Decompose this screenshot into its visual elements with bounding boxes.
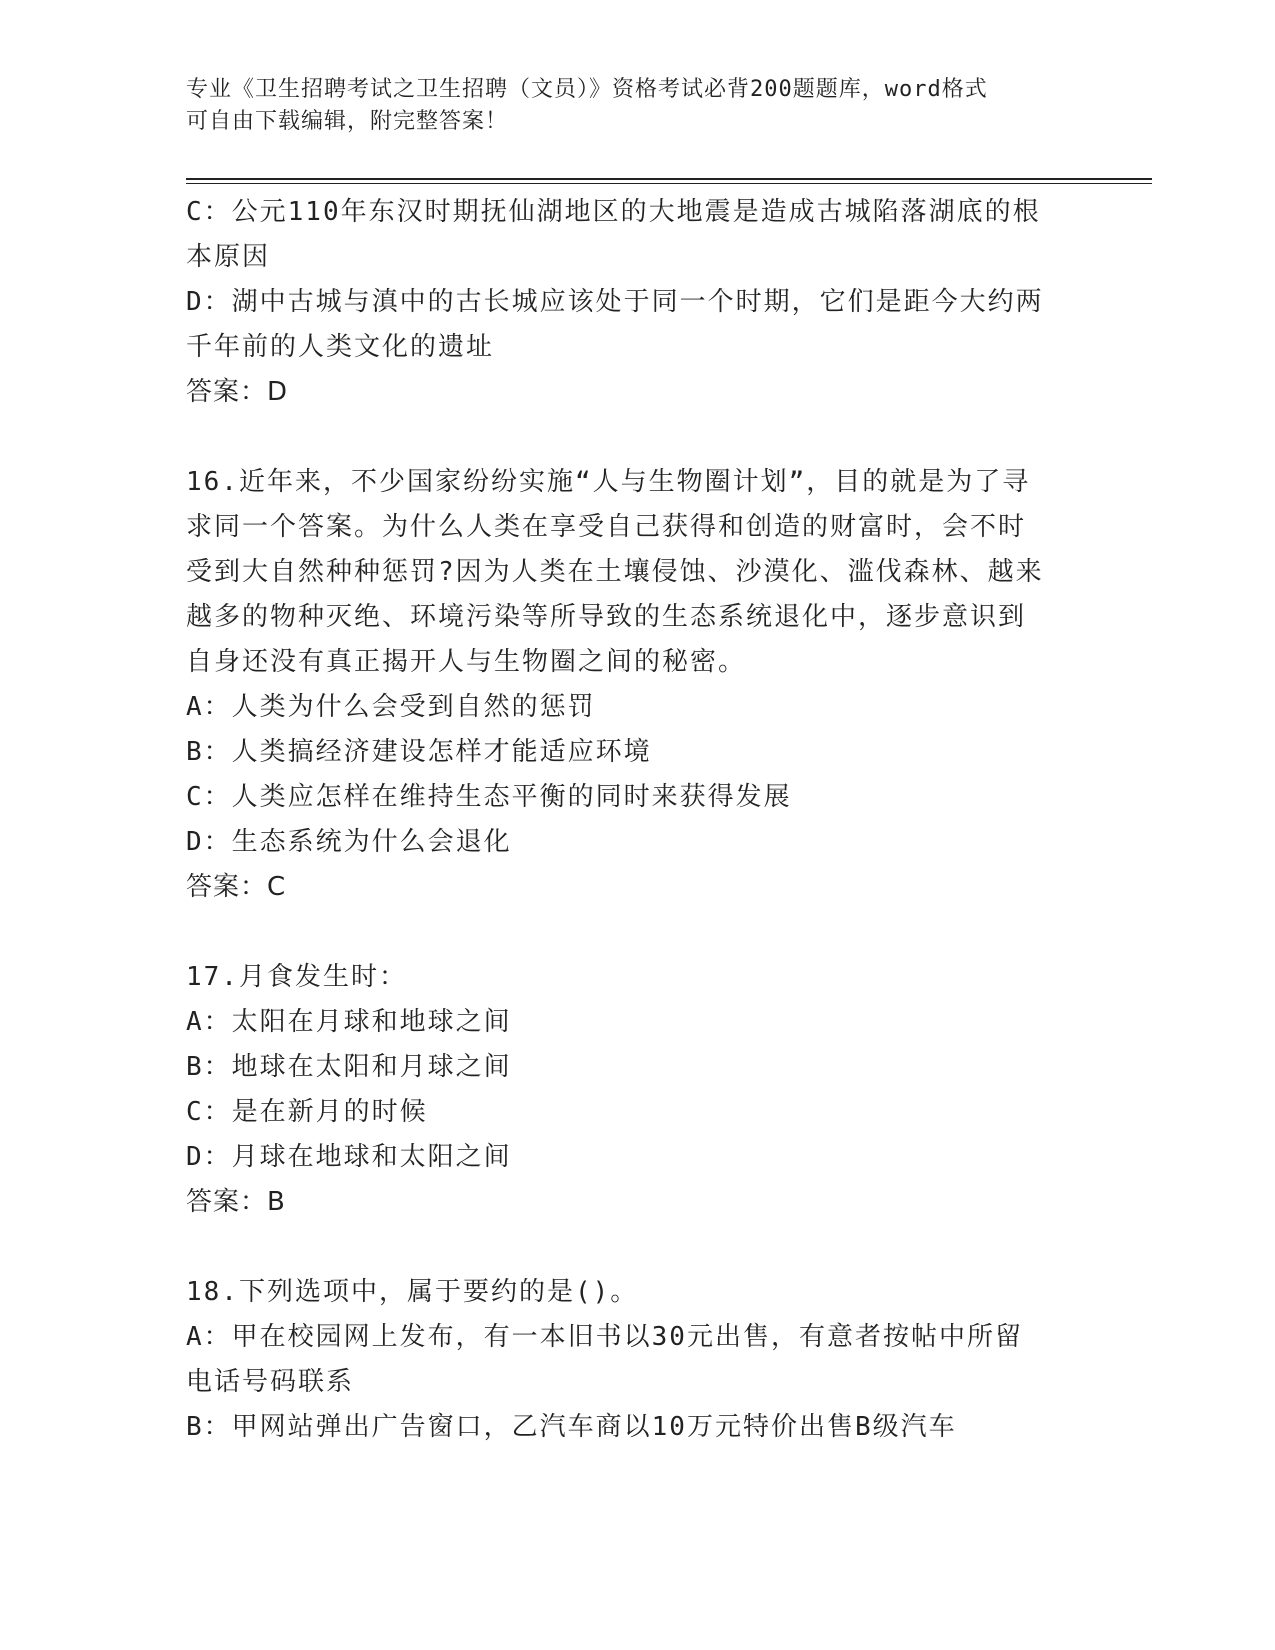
- q18-stem: 18.下列选项中，属于要约的是()。: [186, 1277, 639, 1307]
- header-title-line-1: 专业《卫生招聘考试之卫生招聘（文员）》资格考试必背200题题库，word格式: [186, 77, 988, 102]
- spacer: [186, 910, 1086, 955]
- q16-answer: 答案：C: [186, 872, 287, 902]
- q15-option-c-line-1: C：公元110年东汉时期抚仙湖地区的大地震是造成古城陷落湖底的根: [186, 197, 1041, 227]
- q16-stem-line-5: 自身还没有真正揭开人与生物圈之间的秘密。: [186, 647, 747, 677]
- q15-option-d-line-2: 千年前的人类文化的遗址: [186, 332, 495, 362]
- q18-option-b: B：甲网站弹出广告窗口，乙汽车商以10万元特价出售B级汽车: [186, 1412, 957, 1442]
- q15-answer: 答案：D: [186, 377, 289, 407]
- q15-option-d-line-1: D：湖中古城与滇中的古长城应该处于同一个时期，它们是距今大约两: [186, 287, 1044, 317]
- question-list: [186, 190, 1086, 1450]
- header-title-line-2: 可自由下载编辑，附完整答案！: [186, 109, 509, 134]
- spacer: [186, 1225, 1086, 1270]
- q18-option-a-line-2: 电话号码联系: [186, 1367, 355, 1397]
- q16-stem-line-1: 16.近年来，不少国家纷纷实施“人与生物圈计划”，目的就是为了寻: [186, 467, 1031, 497]
- q16-stem-line-2: 求同一个答案。为什么人类在享受自己获得和创造的财富时，会不时: [186, 512, 1027, 542]
- document-header: [186, 74, 1066, 138]
- q16-option-a: A：人类为什么会受到自然的惩罚: [186, 692, 596, 722]
- q16-stem-line-4: 越多的物种灭绝、环境污染等所导致的生态系统退化中，逐步意识到: [186, 602, 1027, 632]
- q17-option-c: C：是在新月的时候: [186, 1097, 428, 1127]
- q15-option-c-line-2: 本原因: [186, 242, 271, 272]
- q17-answer: 答案：B: [186, 1187, 286, 1217]
- q18-option-a-line-1: A：甲在校园网上发布，有一本旧书以30元出售，有意者按帖中所留: [186, 1322, 1023, 1352]
- header-divider: [186, 178, 1152, 184]
- q16-option-d: D：生态系统为什么会退化: [186, 827, 512, 857]
- q17-option-a: A：太阳在月球和地球之间: [186, 1007, 512, 1037]
- q16-option-b: B：人类搞经济建设怎样才能适应环境: [186, 737, 652, 767]
- q17-option-d: D：月球在地球和太阳之间: [186, 1142, 512, 1172]
- spacer: [186, 415, 1086, 460]
- q17-option-b: B：地球在太阳和月球之间: [186, 1052, 512, 1082]
- q16-stem-line-3: 受到大自然种种惩罚?因为人类在土壤侵蚀、沙漠化、滥伐森林、越来: [186, 557, 1044, 587]
- q17-stem: 17.月食发生时：: [186, 962, 407, 992]
- q16-option-c: C：人类应怎样在维持生态平衡的同时来获得发展: [186, 782, 792, 812]
